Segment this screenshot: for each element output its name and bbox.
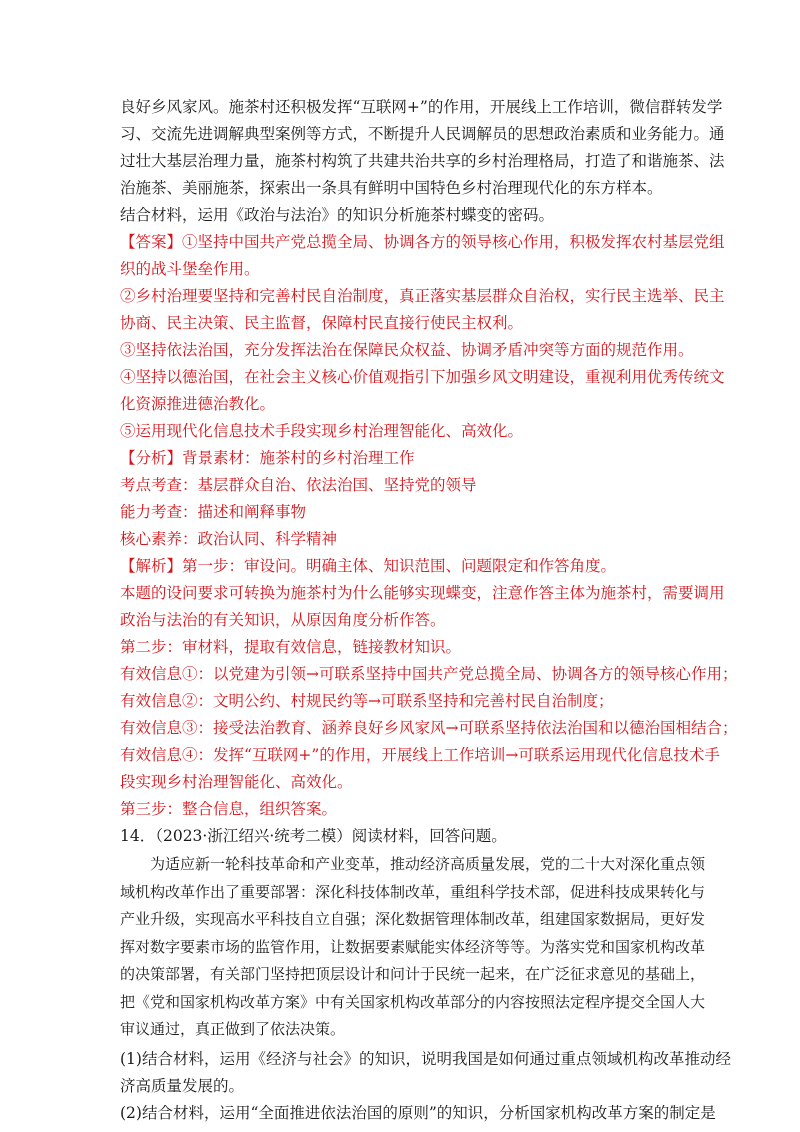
material-line: 域机构改革作出了重要部署：深化科技体制改革，重组科学技术部，促进科技成果转化与 (120, 882, 706, 901)
explanation-line: 【解析】第一步：审设问。明确主体、知识范围、问题限定和作答角度。 (120, 557, 617, 575)
explanation-line: 第三步：整合信息，组织答案。 (120, 800, 338, 818)
analysis-line: 考点考查：基层群众自治、依法治国、坚持党的领导 (120, 476, 477, 494)
question-14 (120, 823, 686, 850)
analysis-section (120, 445, 686, 553)
explanation-section (120, 553, 738, 823)
intro-paragraph (120, 94, 725, 229)
material-line: 挥对数字要素市场的监管作用，让数据要素赋能实体经济等等。为落实党和国家机构改革 (120, 937, 706, 956)
answer-line: ④坚持以德治国，在社会主义核心价值观指引下加强乡风文明建设，重视利用优秀传统文 (120, 368, 725, 386)
question-header: 14．（2023·浙江绍兴·统考二模）阅读材料，回答问题。 (120, 827, 507, 845)
explanation-line: 有效信息③：接受法治教育、涵养良好乡风家风→可联系坚持依法治国和以德治国相结合； (120, 719, 738, 737)
explanation-line: 政治与法治的有关知识，从原因角度分析作答。 (120, 611, 446, 629)
sub-question-line: (2)结合材料，运用“全面推进依法治国的原则”的知识，分析国家机构改革方案的制定是 (120, 1104, 716, 1122)
sub-questions (120, 1046, 731, 1127)
analysis-line: 核心素养：政治认同、科学精神 (120, 530, 338, 548)
material-line: 产业升级，实现高水平科技自立自强；深化数据管理体制改革，组建国家数据局，更好发 (120, 910, 706, 928)
answer-line: 协商、民主决策、民主监督，保障村民直接行使民主权利。 (120, 314, 524, 332)
answer-line: 织的战斗堡垒作用。 (120, 260, 260, 278)
explanation-line: 有效信息②：文明公约、村规民约等→可联系坚持和完善村民自治制度； (120, 692, 614, 710)
answer-line: 【答案】①坚持中国共产党总揽全局、协调各方的领导核心作用，积极发挥农村基层党组 (120, 233, 725, 251)
answer-line: ③坚持依法治国，充分发挥法治在保障民众权益、协调矛盾冲突等方面的规范作用。 (120, 341, 694, 359)
explanation-line: 有效信息①：以党建为引领→可联系坚持中国共产党总揽全局、协调各方的领导核心作用； (120, 665, 738, 683)
material-line: 把《党和国家机构改革方案》中有关国家机构改革部分的内容按照法定程序提交全国人大 (120, 992, 706, 1011)
sub-question-line: 济高质量发展的。 (120, 1077, 245, 1095)
analysis-line: 【分析】背景素材：施茶村的乡村治理工作 (120, 449, 415, 467)
explanation-line: 有效信息④：发挥“互联网+”的作用，开展线上工作培训→可联系运用现代化信息技术手 (120, 746, 720, 764)
explanation-line: 本题的设问要求可转换为施茶村为什么能够实现蝶变，注意作答主体为施茶村，需要调用 (120, 584, 725, 602)
question-line: 结合材料，运用《政治与法治》的知识分析施茶村蝶变的密码。 (120, 206, 555, 224)
answer-line: ②乡村治理要坚持和完善村民自治制度，真正落实基层群众自治权，实行民主选举、民主 (120, 287, 725, 305)
intro-line: 习、交流先进调解典型案例等方式，不断提升人民调解员的思想政治素质和业务能力。通 (120, 125, 725, 143)
answer-line: ⑤运用现代化信息技术手段实现乡村治理智能化、高效化。 (120, 422, 524, 440)
answer-section (120, 229, 725, 445)
analysis-line: 能力考查：描述和阐释事物 (120, 503, 307, 521)
explanation-line: 第二步：审材料，提取有效信息，链接教材知识。 (120, 638, 462, 656)
material-line: 为适应新一轮科技革命和产业变革，推动经济高质量发展，党的二十大对深化重点领 (150, 855, 706, 873)
intro-line: 过壮大基层治理力量，施茶村构筑了共建共治共享的乡村治理格局，打造了和谐施茶、法 (120, 152, 725, 170)
sub-question-line: (1)结合材料，运用《经济与社会》的知识，说明我国是如何通过重点领域机构改革推动经 (120, 1050, 731, 1068)
material-line: 审议通过，真正做到了依法决策。 (120, 1020, 346, 1038)
answer-line: 化资源推进德治教化。 (120, 395, 276, 413)
question-material (120, 851, 706, 1044)
intro-line: 良好乡风家风。施茶村还积极发挥“互联网+”的作用，开展线上工作培训，微信群转发学 (120, 98, 723, 116)
material-line: 的决策部署，有关部门坚持把顶层设计和问计于民统一起来，在广泛征求意见的基础上， (120, 965, 706, 983)
intro-line: 治施茶、美丽施茶，探索出一条具有鲜明中国特色乡村治理现代化的东方样本。 (120, 179, 663, 197)
explanation-line: 段实现乡村治理智能化、高效化。 (120, 773, 353, 791)
